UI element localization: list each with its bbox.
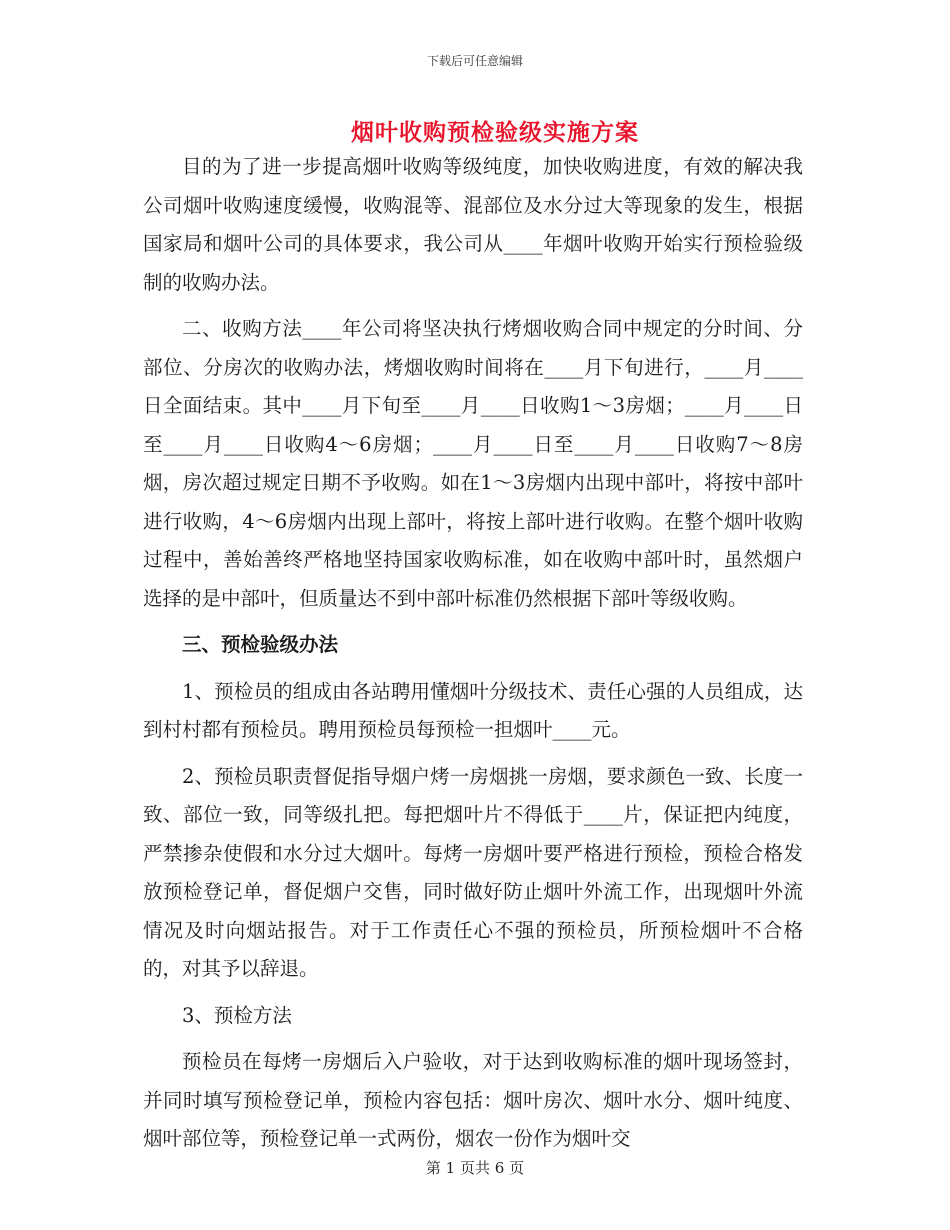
header-note: 下载后可任意编辑 [426,54,523,68]
subheading-precheck-method: 3、预检方法 [182,1003,292,1027]
document-body [143,148,803,1159]
paragraph-purchase-method: 二、收购方法____年公司将坚决执行烤烟收购合同中规定的分时间、分部位、分房次的收购办法，烤烟收购时间将在____月下旬进行，____月____日全面结束。其中____月下旬至____月____日收购1～3房烟；____月____日至____月____日收购4～6房烟；____月____日至____月____日收购7～8房烟，房次超过规定日期不予收购。如在1～3房烟内出现中部叶，将按中部叶进行收购，4～6房烟内出现上部叶，将按上部叶进行收购。在整个烟叶收购过程中，善始善终严格地坚持国家收购标准，如在收购中部叶时，虽然烟户选择的是中部叶，但质量达不到中部叶标准仍然根据下部叶等级收购。 [143,317,803,610]
paragraph-precheck-method: 预检员在每烤一房烟后入户验收，对于达到收购标准的烟叶现场签封，并同时填写预检登记单，预检内容包括：烟叶房次、烟叶水分、烟叶纯度、烟叶部位等，预检登记单一式两份，烟农一份作为烟叶交 [143,1050,803,1150]
page-number-footer: 第 1 页共 6 页 [425,1159,525,1177]
section-heading-precheck: 三、预检验级办法 [182,633,339,656]
paragraph-purpose: 目的为了进一步提高烟叶收购等级纯度，加快收购进度，有效的解决我公司烟叶收购速度缓慢，收购混等、混部位及水分过大等现象的发生，根据国家局和烟叶公司的具体要求，我公司从____年烟叶收购开始实行预检验级制的收购办法。 [143,155,803,294]
paragraph-inspector-duties: 2、预检员职责督促指导烟户烤一房烟挑一房烟，要求颜色一致、长度一致、部位一致，同等级扎把。每把烟叶片不得低于____片，保证把内纯度，严禁掺杂使假和水分过大烟叶。每烤一房烟叶要严格进行预检，预检合格发放预检登记单，督促烟户交售，同时做好防止烟叶外流工作，出现烟叶外流情况及时向烟站报告。对于工作责任心不强的预检员，所预检烟叶不合格的，对其予以辞退。 [143,764,803,980]
paragraph-inspector-composition: 1、预检员的组成由各站聘用懂烟叶分级技术、责任心强的人员组成，达到村村都有预检员。聘用预检员每预检一担烟叶____元。 [143,679,803,741]
document-title: 烟叶收购预检验级实施方案 [351,119,639,146]
